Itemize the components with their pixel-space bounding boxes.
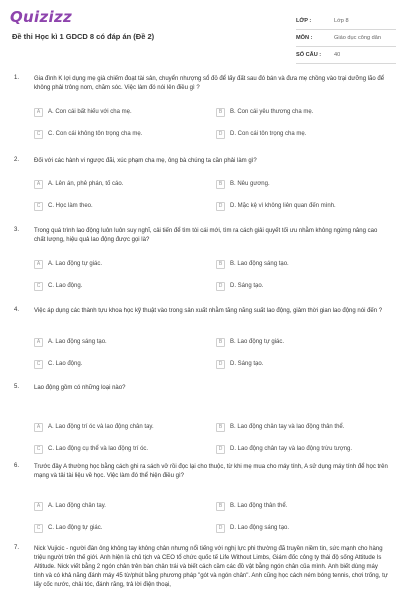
meta-value: Giáo dục công dân: [334, 35, 381, 41]
option-key: B: [216, 423, 225, 432]
question-number: 6.: [14, 463, 20, 469]
option-d[interactable]: [216, 522, 356, 534]
question-number: 5.: [14, 384, 20, 390]
option-text: C. Lao động tự giác.: [48, 525, 103, 531]
meta-row-count: [296, 47, 396, 64]
option-text: C. Lao động cụ thể và lao động trí óc.: [48, 446, 149, 452]
question-text: Lao động gồm có những loại nào?: [34, 385, 126, 391]
option-a[interactable]: [34, 421, 174, 433]
option-text: A. Lao động sáng tạo.: [48, 339, 107, 345]
option-key: D: [216, 202, 225, 211]
meta-label: MÔN :: [296, 35, 313, 41]
option-b[interactable]: [216, 421, 356, 433]
option-text: A. Lao động tự giác.: [48, 261, 103, 267]
option-text: A. Lên án, phê phán, tố cáo.: [48, 181, 124, 187]
option-c[interactable]: [34, 358, 174, 370]
option-key: A: [34, 502, 43, 511]
option-key: C: [34, 282, 43, 291]
option-text: D. Mặc kệ vì không liên quan đến mình.: [230, 203, 336, 209]
option-text: D. Sáng tạo.: [230, 283, 264, 289]
option-key: D: [216, 360, 225, 369]
question-text: Nick Vujicic - người đàn ông không tay không chân nhưng nổi tiếng với nghị lực phi thường đã truyền niềm tin, sức mạnh cho hàng triệu người trên thế giới. Anh hiện là chủ tịch và CEO tổ chức quốc tế Life Without Limbs, Giám đốc công ty thái độ sống Attitude Is Altitude. Nick viết bằng 2 ngón chân trên bàn chân trái và biết cách cầm các đồ vật bằng ngón chân của mình. Anh biết dùng máy tính và có khả năng đánh máy 45 từ/phút bằng phương pháp "gót và ngón chân". Anh cũng học cách ném bóng tennis, chơi trống, tự lấy cốc nước, chải tóc, đánh răng, trả lời điện thoại,: [34, 546, 388, 588]
option-key: C: [34, 202, 43, 211]
option-key: B: [216, 502, 225, 511]
option-key: C: [34, 445, 43, 454]
option-b[interactable]: [216, 178, 356, 190]
option-b[interactable]: [216, 258, 356, 270]
option-text: B. Nêu gương.: [230, 181, 270, 187]
question-number: 4.: [14, 307, 20, 313]
option-b[interactable]: [216, 500, 356, 512]
meta-value: Lớp 8: [334, 18, 349, 24]
option-a[interactable]: [34, 500, 174, 512]
option-text: C. Học làm theo.: [48, 203, 93, 209]
option-key: D: [216, 282, 225, 291]
option-a[interactable]: [34, 258, 174, 270]
option-key: A: [34, 338, 43, 347]
option-key: D: [216, 524, 225, 533]
option-d[interactable]: [216, 128, 356, 140]
option-key: A: [34, 180, 43, 189]
worksheet-title: Đề thi Học kì 1 GDCD 8 có đáp án (Đề 2): [12, 32, 155, 41]
question-text: Việc áp dụng các thành tựu khoa học kỹ thuật vào trong sản xuất nhằm tăng năng suất lao động, giảm thời gian lao động nói đến ?: [34, 308, 383, 314]
option-b[interactable]: [216, 336, 356, 348]
option-text: D. Lao động sáng tạo.: [230, 525, 290, 531]
meta-value: 40: [334, 52, 341, 58]
option-a[interactable]: [34, 178, 174, 190]
option-c[interactable]: [34, 128, 174, 140]
option-text: D. Lao động chân tay và lao động trừu tượng.: [230, 446, 353, 452]
option-text: B. Lao động tự giác.: [230, 339, 285, 345]
option-key: C: [34, 360, 43, 369]
question-text: Trước đây A thường học bằng cách ghi ra sách vở rồi đọc lại cho thuộc, từ khi mẹ mua cho máy tính, A sử dụng máy tính để học trên mạng và tải tài liệu về học. Việc làm đó thể hiện điều gì?: [34, 464, 388, 479]
option-text: C. Lao động.: [48, 283, 83, 289]
option-d[interactable]: [216, 200, 356, 212]
option-text: C. Con cái không tôn trọng cha mẹ.: [48, 131, 143, 137]
option-text: B. Lao động thân thể.: [230, 503, 288, 509]
question-number: 3.: [14, 227, 20, 233]
option-key: B: [216, 338, 225, 347]
option-text: C. Lao động.: [48, 361, 83, 367]
option-c[interactable]: [34, 522, 174, 534]
option-key: A: [34, 260, 43, 269]
worksheet-header: [0, 0, 400, 62]
option-c[interactable]: [34, 280, 174, 292]
quizizz-logo: Quizizz: [10, 8, 73, 26]
option-c[interactable]: [34, 443, 174, 455]
meta-row-class: [296, 13, 396, 30]
question-text: Gia đình K lợi dụng mẹ già chiếm đoạt tài sản, chuyển nhượng sổ đỏ để lấy đất sau đó bán và đưa mẹ chồng vào trại dưỡng lão để không phải trông nom, chăm sóc. Việc làm đó nói lên điều gì ?: [34, 76, 385, 91]
option-d[interactable]: [216, 443, 356, 455]
option-text: A. Lao động chân tay.: [48, 503, 106, 509]
option-key: D: [216, 445, 225, 454]
option-text: A. Con cái bất hiếu với cha mẹ.: [48, 109, 132, 115]
option-key: C: [34, 524, 43, 533]
option-a[interactable]: [34, 336, 174, 348]
option-text: D. Sáng tạo.: [230, 361, 264, 367]
meta-label: SỐ CÂU :: [296, 52, 322, 58]
option-b[interactable]: [216, 106, 356, 118]
option-key: C: [34, 130, 43, 139]
option-text: B. Con cái yêu thương cha mẹ.: [230, 109, 314, 115]
option-key: A: [34, 108, 43, 117]
option-key: B: [216, 108, 225, 117]
option-key: B: [216, 260, 225, 269]
option-d[interactable]: [216, 280, 356, 292]
question-number: 2.: [14, 157, 20, 163]
question-number: 7.: [14, 545, 20, 551]
option-text: B. Lao động sáng tạo.: [230, 261, 289, 267]
meta-row-subject: [296, 30, 396, 47]
option-a[interactable]: [34, 106, 174, 118]
meta-label: LỚP :: [296, 18, 312, 24]
question-text: Đối với các hành vi ngược đãi, xúc phạm cha mẹ, ông bà chúng ta cần phải làm gì?: [34, 158, 257, 164]
option-text: B. Lao động chân tay và lao động thân thể.: [230, 424, 345, 430]
option-d[interactable]: [216, 358, 356, 370]
question-number: 1.: [14, 75, 20, 81]
option-key: B: [216, 180, 225, 189]
option-c[interactable]: [34, 200, 174, 212]
meta-table: [296, 13, 396, 64]
option-key: A: [34, 423, 43, 432]
question-text: Trong quá trình lao động luôn luôn suy nghĩ, cải tiến để tìm tòi cái mới, tìm ra cách giải quyết tối ưu nhằm không ngừng nâng cao chất lượng, hiệu quả lao động được gọi là?: [34, 228, 378, 243]
option-text: A. Lao động trí óc và lao động chân tay.: [48, 424, 154, 430]
option-text: D. Con cái tôn trọng cha mẹ.: [230, 131, 307, 137]
option-key: D: [216, 130, 225, 139]
